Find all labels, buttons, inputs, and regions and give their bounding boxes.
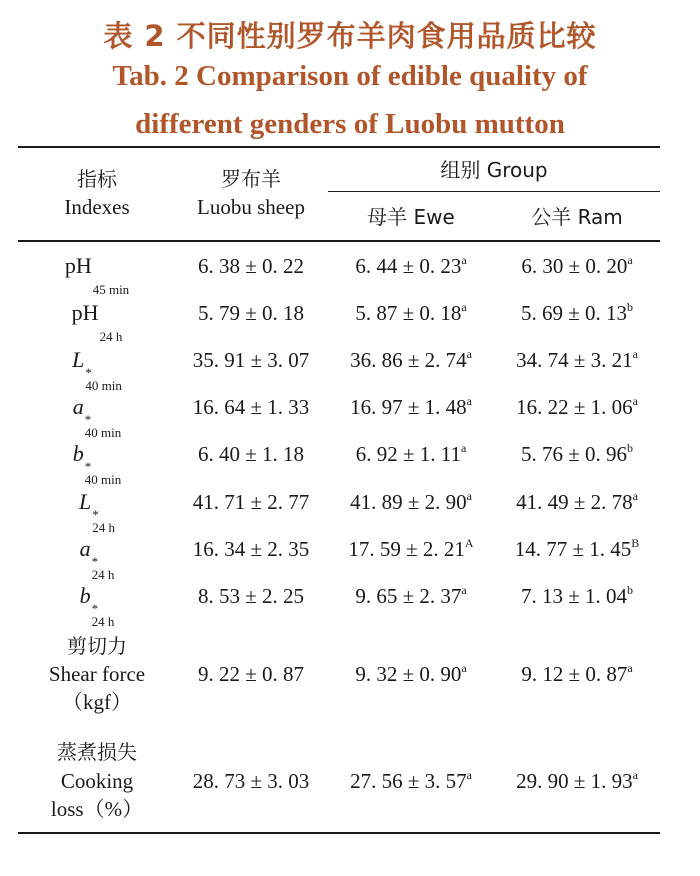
table-cell-ewe: 9. 65 ± 2. 37$^a$ xyxy=(355,583,467,608)
shear-label-cn: 剪切力 xyxy=(67,634,127,658)
table-cell-luobu: 8. 53 ± 2. 25 xyxy=(197,584,305,608)
table-row-index: b * 24 h xyxy=(79,583,115,629)
table-cell-ram: 34. 74 ± 3. 21$^a$ xyxy=(516,347,638,372)
table-cell-luobu: 35. 91 ± 3. 07 xyxy=(192,348,310,372)
table-cell-ewe: 36. 86 ± 2. 74$^a$ xyxy=(350,347,472,372)
table-row-index: L * 40 min xyxy=(72,347,122,393)
table-cell-ram: 5. 69 ± 0. 13$^b$ xyxy=(520,300,634,325)
header-ram: 公羊 Ram xyxy=(531,205,623,229)
group-header-rule xyxy=(328,191,660,192)
header-luobu-en: Luobu sheep xyxy=(197,195,305,219)
table-title-english-line1: Tab. 2 Comparison of edible quality of xyxy=(112,60,588,92)
cooking-ram: 29. 90 ± 1. 93$^a$ xyxy=(516,768,638,793)
table-top-rule xyxy=(18,146,660,148)
table-cell-luobu: 41. 71 ± 2. 77 xyxy=(192,490,310,514)
table-row-index: b * 40 min xyxy=(72,441,122,487)
table-row-index: a * 24 h xyxy=(79,536,115,582)
table-cell-ram: 6. 30 ± 0. 20$^a$ xyxy=(521,253,633,278)
cooking-label-en: Cooking xyxy=(60,769,134,793)
table-cell-luobu: 16. 34 ± 2. 35 xyxy=(192,537,310,561)
table-cell-ram: 41. 49 ± 2. 78$^a$ xyxy=(516,489,638,514)
table-cell-ram: 7. 13 ± 1. 04$^b$ xyxy=(520,583,634,608)
shear-label-en: Shear force xyxy=(48,662,146,686)
shear-ram: 9. 12 ± 0. 87$^a$ xyxy=(521,661,633,686)
table-title-chinese: 表 2 不同性别罗布羊肉食用品质比较 xyxy=(103,19,597,53)
table-row-index: L * 24 h xyxy=(79,489,115,535)
table-cell-ewe: 6. 92 ± 1. 11$^a$ xyxy=(355,441,467,466)
table-cell-ram: 5. 76 ± 0. 96$^b$ xyxy=(520,441,634,466)
header-luobu-cn: 罗布羊 xyxy=(221,167,281,191)
table-row-index: a * 40 min xyxy=(72,394,122,440)
shear-luobu: 9. 22 ± 0. 87 xyxy=(197,662,305,686)
table-cell-ram: 16. 22 ± 1. 06$^a$ xyxy=(516,394,638,419)
header-ewe: 母羊 Ewe xyxy=(367,205,455,229)
header-indexes-cn: 指标 xyxy=(77,167,117,191)
table-row-index: pH 24 h xyxy=(71,300,123,344)
table-cell-ewe: 16. 97 ± 1. 48$^a$ xyxy=(350,394,472,419)
table-cell-luobu: 16. 64 ± 1. 33 xyxy=(192,395,310,419)
table-cell-ram: 14. 77 ± 1. $45^B$ xyxy=(514,536,640,561)
header-indexes-en: Indexes xyxy=(64,195,130,219)
table-cell-luobu: 6. 38 ± 0. 22 xyxy=(197,254,305,278)
table-cell-ewe: 6. 44 ± 0. 23$^a$ xyxy=(355,253,467,278)
header-group: 组别 Group xyxy=(440,158,548,182)
table-header-rule xyxy=(18,240,660,242)
cooking-label-en2: loss（%） xyxy=(50,797,144,821)
table-row-index: pH 45 min xyxy=(64,253,130,297)
cooking-luobu: 28. 73 ± 3. 03 xyxy=(192,769,310,793)
cooking-label-cn: 蒸煮损失 xyxy=(57,740,137,764)
table-cell-ewe: 17. 59 ± 2. $21^A$ xyxy=(348,536,474,561)
table-title-english-line2: different genders of Luobu mutton xyxy=(135,108,565,140)
shear-unit: （kgf） xyxy=(62,690,132,714)
table-cell-luobu: 6. 40 ± 1. 18 xyxy=(197,442,305,466)
table-cell-luobu: 5. 79 ± 0. 18 xyxy=(197,301,305,325)
table-cell-ewe: 5. 87 ± 0. 18$^a$ xyxy=(355,300,467,325)
shear-ewe: 9. 32 ± 0. 90$^a$ xyxy=(355,661,467,686)
cooking-ewe: 27. 56 ± 3. 57$^a$ xyxy=(350,768,472,793)
table-cell-ewe: 41. 89 ± 2. 90$^a$ xyxy=(350,489,472,514)
table-bottom-rule xyxy=(18,832,660,834)
